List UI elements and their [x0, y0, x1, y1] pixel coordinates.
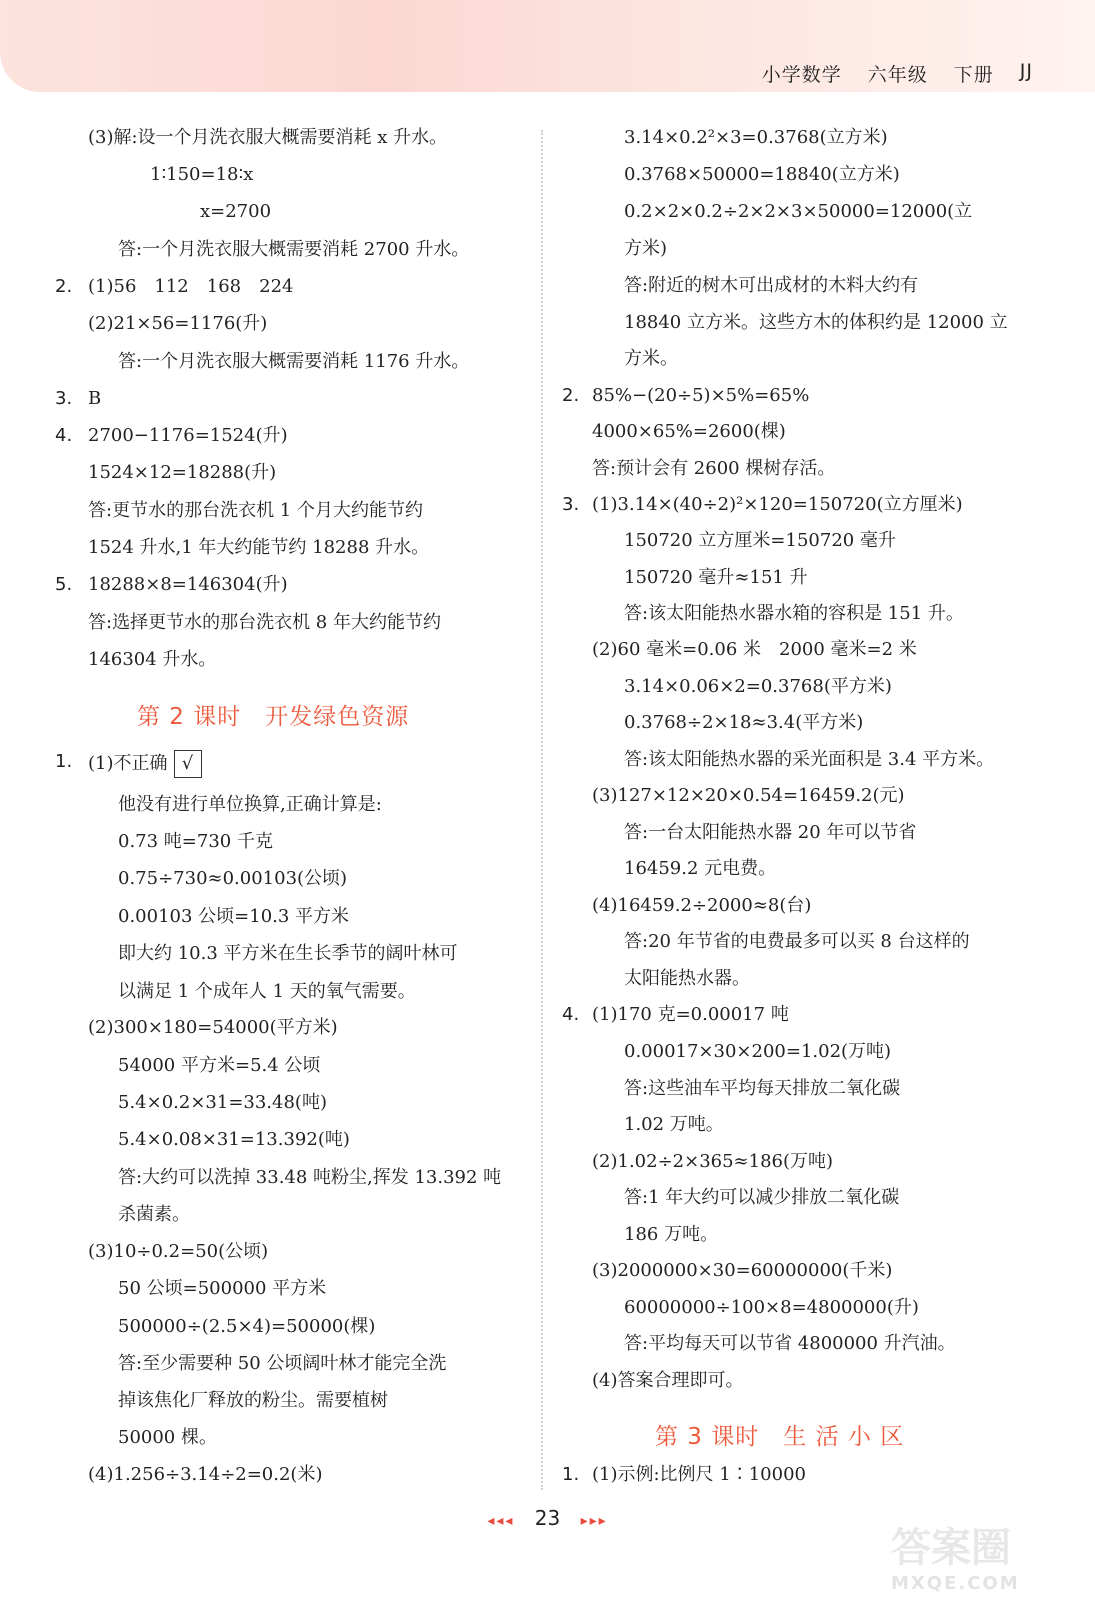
watermark-url: MXQE.COM	[891, 1573, 1020, 1594]
answer-line: 他没有进行单位换算,正确计算是:	[118, 794, 382, 815]
answer-line: 50000 棵。	[118, 1427, 217, 1448]
answer-line: 杀菌素。	[118, 1204, 190, 1225]
answer-line: 146304 升水。	[88, 649, 217, 670]
answer-line: 0.75÷730≈0.00103(公顷)	[118, 868, 348, 889]
answer-line: 答:大约可以洗掉 33.48 吨粉尘,挥发 13.392 吨	[118, 1167, 502, 1188]
answer-line: (2)21×56=1176(升)	[88, 313, 268, 334]
answer-line: 答:附近的树木可出成材的木料大约有	[624, 275, 919, 296]
answer-line: x=2700	[200, 201, 272, 222]
prev-arrows-icon: ◂◂◂	[487, 1513, 515, 1529]
answer-line: 答:至少需要种 50 公顷阔叶林才能完全洗	[118, 1353, 447, 1374]
answer-line: 60000000÷100×8=4800000(升)	[624, 1297, 919, 1318]
answer-line: 答:20 年节省的电费最多可以买 8 台这样的	[624, 931, 970, 952]
answer-line: (3)2000000×30=60000000(千米)	[592, 1260, 893, 1281]
answer-line: 方米。	[624, 348, 678, 369]
answer-line: 54000 平方米=5.4 公顷	[118, 1055, 321, 1076]
question-number: 4.	[562, 1004, 580, 1025]
answer-line: 2700−1176=1524(升)	[88, 425, 288, 446]
answer-line: (3)10÷0.2=50(公顷)	[88, 1241, 269, 1262]
watermark-logo	[891, 1516, 1071, 1596]
answer-line: (4)答案合理即可。	[592, 1370, 744, 1391]
answer-line: (3)解:设一个月洗衣服大概需要消耗 x 升水。	[88, 127, 448, 148]
volume-tag: 下册	[953, 64, 994, 86]
answer-line: 1524 升水,1 年大约能节约 18288 升水。	[88, 537, 430, 558]
section-heading: 第 2 课时 开发绿色资源	[137, 704, 410, 730]
answer-line: 0.3768×50000=18840(立方米)	[624, 164, 900, 185]
edition-tag: JJ	[1019, 60, 1033, 82]
answer-line: 方米)	[624, 238, 668, 259]
answer-line: 18840 立方米。这些方木的体积约是 12000 立	[624, 312, 1008, 333]
answer-line: 答:该太阳能热水器水箱的容积是 151 升。	[624, 603, 964, 624]
answer-line: 答:选择更节水的那台洗衣机 8 年大约能节约	[88, 612, 441, 633]
answer-line: 16459.2 元电费。	[624, 858, 777, 879]
answer-line: 50 公顷=500000 平方米	[118, 1278, 327, 1299]
answer-line: 85%−(20÷5)×5%=65%	[592, 385, 810, 406]
answer-line: 150720 毫升≈151 升	[624, 567, 808, 588]
answer-line: (1)示例:比例尺 1∶10000	[592, 1464, 806, 1485]
question-number: 4.	[55, 425, 73, 446]
answer-line: 答:该太阳能热水器的采光面积是 3.4 平方米。	[624, 749, 995, 770]
question-number: 1.	[55, 751, 73, 772]
answer-line: 掉该焦化厂释放的粉尘。需要植树	[118, 1390, 388, 1411]
section-heading: 第 3 课时 生 活 小 区	[655, 1424, 905, 1450]
next-arrows-icon: ▸▸▸	[580, 1513, 608, 1529]
page-number: 23	[534, 1506, 561, 1530]
answer-line: 5.4×0.08×31=13.392(吨)	[118, 1129, 350, 1150]
answer-line: 0.73 吨=730 千克	[118, 831, 273, 852]
answer-line: 1∶150=18∶x	[150, 164, 254, 185]
answer-line: (1)56 112 168 224	[88, 276, 294, 297]
answer-line: 0.00103 公顷=10.3 平方米	[118, 906, 350, 927]
answer-line: 答:一个月洗衣服大概需要消耗 1176 升水。	[118, 351, 470, 372]
answer-line: 答:这些油车平均每天排放二氧化碳	[624, 1078, 901, 1099]
answer-line: 5.4×0.2×31=33.48(吨)	[118, 1092, 327, 1113]
question-number: 3.	[55, 388, 73, 409]
question-number: 5.	[55, 574, 73, 595]
answer-line: 4000×65%=2600(棵)	[592, 421, 786, 442]
answer-line: (1)3.14×(40÷2)²×120=150720(立方厘米)	[592, 494, 963, 515]
answer-line: 150720 立方厘米=150720 毫升	[624, 530, 896, 551]
answer-line: (2)300×180=54000(平方米)	[88, 1017, 338, 1038]
answer-line: 18288×8=146304(升)	[88, 574, 288, 595]
answer-line: (2)60 毫米=0.06 米 2000 毫米=2 米	[592, 639, 917, 660]
answer-line: 1.02 万吨。	[624, 1114, 724, 1135]
answer-line: 答:平均每天可以节省 4800000 升汽油。	[624, 1333, 956, 1354]
column-divider	[541, 130, 543, 1490]
answer-line: 500000÷(2.5×4)=50000(棵)	[118, 1316, 376, 1337]
answer-line: 即大约 10.3 平方米在生长季节的阔叶林可	[118, 943, 458, 964]
answer-line: 以满足 1 个成年人 1 天的氧气需要。	[118, 981, 416, 1002]
answer-line: 186 万吨。	[624, 1224, 719, 1245]
question-number: 3.	[562, 494, 580, 515]
check-box	[174, 750, 202, 778]
answer-line	[88, 750, 202, 778]
question-number: 2.	[562, 385, 580, 406]
answer-line: (2)1.02÷2×365≈186(万吨)	[592, 1151, 834, 1172]
answer-line: 答:一个月洗衣服大概需要消耗 2700 升水。	[118, 239, 470, 260]
grade-tag: 六年级	[867, 64, 928, 86]
header-tags	[762, 60, 1033, 87]
answer-line: (4)1.256÷3.14÷2=0.2(米)	[88, 1464, 323, 1485]
answer-line: (4)16459.2÷2000≈8(台)	[592, 895, 812, 916]
subject-tag: 小学数学	[761, 64, 842, 86]
question-number: 1.	[562, 1464, 580, 1485]
question-number: 2.	[55, 276, 73, 297]
check-mark-icon: √	[181, 753, 194, 774]
answer-line: 3.14×0.2²×3=0.3768(立方米)	[624, 127, 888, 148]
watermark-text: 答案圈	[891, 1525, 1011, 1571]
answer-line: 3.14×0.06×2=0.3768(平方米)	[624, 676, 892, 697]
answer-line: B	[88, 388, 102, 409]
answer-line: (3)127×12×20×0.54=16459.2(元)	[592, 785, 905, 806]
answer-line: 1524×12=18288(升)	[88, 462, 277, 483]
answer-line: 答:一台太阳能热水器 20 年可以节省	[624, 822, 917, 843]
answer-line: 答:更节水的那台洗衣机 1 个月大约能节约	[88, 500, 423, 521]
answer-text: (1)不正确	[88, 753, 168, 774]
answer-line: 0.3768÷2×18≈3.4(平方米)	[624, 712, 864, 733]
answer-line: 太阳能热水器。	[624, 968, 750, 989]
answer-line: (1)170 克=0.00017 吨	[592, 1004, 789, 1025]
answer-line: 0.2×2×0.2÷2×2×3×50000=12000(立	[624, 201, 973, 222]
answer-line: 0.00017×30×200=1.02(万吨)	[624, 1041, 892, 1062]
answer-line: 答:1 年大约可以减少排放二氧化碳	[624, 1187, 900, 1208]
answer-line: 答:预计会有 2600 棵树存活。	[592, 458, 836, 479]
